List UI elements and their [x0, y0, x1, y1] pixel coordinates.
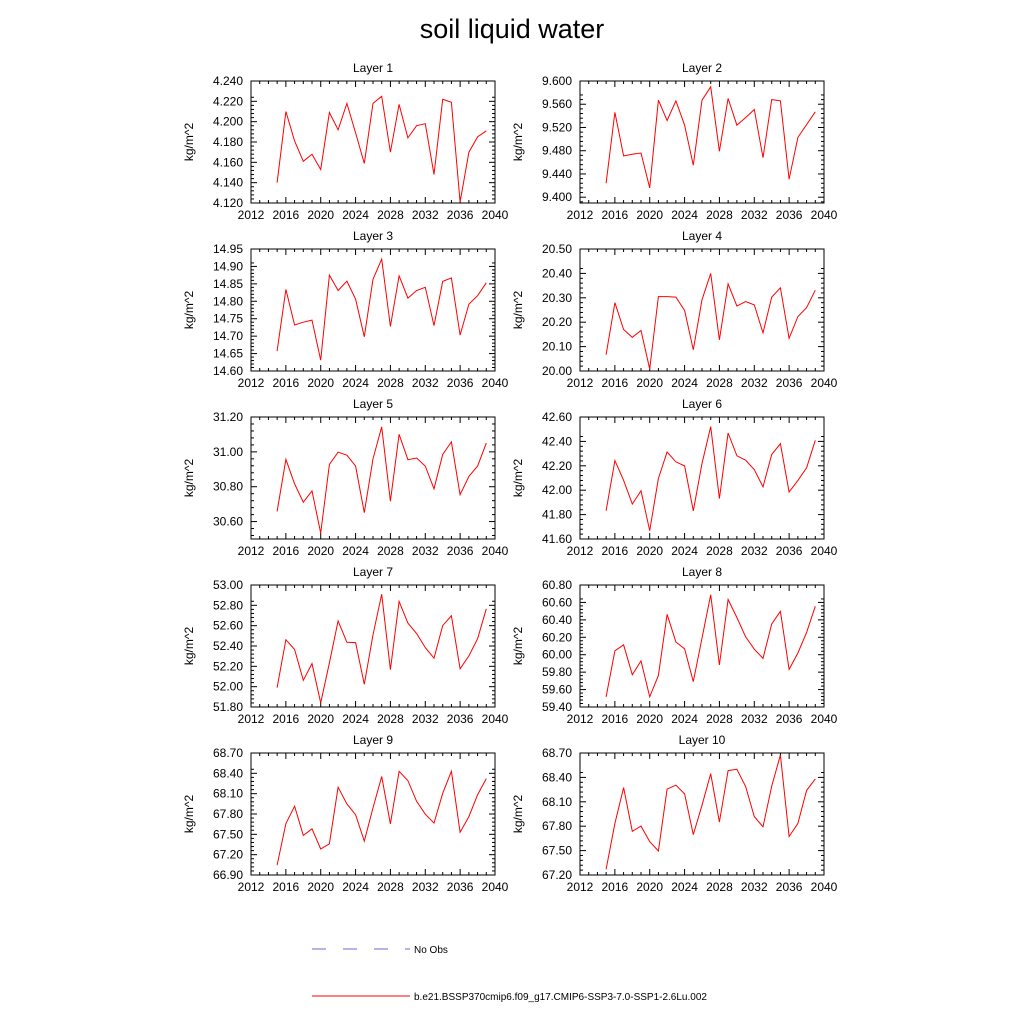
x-tick-label: 2020 [636, 208, 664, 222]
x-tick-label: 2020 [636, 712, 664, 726]
y-tick-label: 4.120 [212, 196, 243, 210]
y-tick-label: 4.240 [212, 74, 243, 88]
y-tick-label: 14.90 [212, 259, 243, 274]
y-tick-label: 4.220 [212, 94, 243, 109]
x-tick-label: 2028 [706, 712, 733, 726]
y-tick-label: 20.50 [541, 242, 572, 256]
x-tick-label: 2040 [481, 376, 509, 390]
x-tick-label: 2012 [237, 376, 265, 390]
x-tick-label: 2020 [307, 208, 335, 222]
x-tick-label: 2036 [775, 208, 803, 222]
figure-title: soil liquid water [419, 14, 605, 44]
series-line-4 [606, 273, 815, 369]
x-tick-label: 2012 [566, 376, 594, 390]
x-tick-label: 2012 [237, 712, 265, 726]
x-tick-label: 2040 [481, 712, 509, 726]
plot-frame [251, 753, 495, 875]
y-tick-label: 41.60 [541, 532, 572, 546]
x-tick-label: 2012 [566, 712, 594, 726]
plot-frame [251, 417, 495, 539]
y-tick-label: 42.60 [541, 410, 572, 424]
x-tick-label: 2020 [636, 880, 664, 894]
y-tick-label: 52.40 [212, 639, 243, 653]
y-axis-label: kg/m^2 [511, 626, 525, 666]
y-tick-label: 9.480 [541, 143, 572, 158]
panel-title: Layer 6 [681, 397, 723, 411]
x-tick-label: 2012 [237, 208, 265, 222]
y-tick-label: 42.00 [541, 483, 572, 498]
x-tick-label: 2012 [237, 880, 265, 894]
y-tick-label: 53.00 [212, 578, 243, 592]
y-tick-label: 42.20 [541, 458, 572, 473]
x-tick-label: 2032 [411, 376, 439, 390]
x-tick-label: 2012 [566, 880, 594, 894]
panel-title: Layer 7 [352, 565, 394, 579]
y-tick-label: 30.80 [212, 479, 243, 494]
x-tick-label: 2036 [446, 712, 474, 726]
y-axis-label: kg/m^2 [511, 458, 525, 498]
y-tick-label: 20.00 [541, 364, 572, 378]
x-tick-label: 2040 [810, 712, 838, 726]
y-tick-label: 9.400 [541, 190, 572, 205]
y-tick-label: 67.50 [541, 843, 572, 858]
x-tick-label: 2016 [601, 208, 629, 222]
x-tick-label: 2032 [740, 880, 768, 894]
x-tick-label: 2016 [272, 880, 300, 894]
x-tick-label: 2040 [481, 208, 509, 222]
y-tick-label: 68.40 [541, 770, 572, 785]
series-line-9 [277, 771, 486, 865]
y-axis-label: kg/m^2 [182, 290, 196, 330]
x-tick-label: 2012 [566, 208, 594, 222]
x-tick-label: 2028 [377, 880, 404, 894]
x-tick-label: 2040 [810, 880, 838, 894]
x-tick-label: 2032 [411, 712, 439, 726]
x-tick-label: 2024 [342, 544, 369, 558]
x-tick-label: 2024 [342, 880, 369, 894]
x-tick-label: 2016 [272, 712, 300, 726]
x-tick-label: 2024 [342, 712, 369, 726]
x-tick-label: 2036 [775, 880, 803, 894]
x-tick-label: 2024 [671, 376, 698, 390]
x-tick-label: 2016 [601, 880, 629, 894]
y-tick-label: 14.85 [212, 276, 243, 291]
y-tick-label: 67.80 [541, 819, 572, 834]
y-tick-label: 51.80 [212, 700, 243, 714]
y-tick-label: 14.65 [212, 346, 243, 361]
y-tick-label: 68.10 [541, 794, 572, 809]
y-tick-label: 60.20 [541, 630, 572, 645]
y-tick-label: 31.20 [212, 410, 243, 424]
series-line-5 [277, 427, 486, 533]
y-tick-label: 60.00 [541, 647, 572, 662]
y-axis-label: kg/m^2 [182, 626, 196, 666]
y-tick-label: 4.160 [212, 155, 243, 170]
x-tick-label: 2032 [740, 544, 768, 558]
x-tick-label: 2012 [237, 544, 265, 558]
x-tick-label: 2024 [671, 544, 698, 558]
x-tick-label: 2040 [810, 208, 838, 222]
x-tick-label: 2028 [377, 208, 404, 222]
y-tick-label: 4.200 [212, 114, 243, 129]
y-tick-label: 67.80 [212, 807, 243, 821]
series-line-3 [277, 259, 486, 360]
y-tick-label: 68.10 [212, 786, 243, 801]
y-tick-label: 20.20 [541, 315, 572, 330]
x-tick-label: 2036 [775, 544, 803, 558]
x-tick-label: 2032 [740, 376, 768, 390]
chart-panel-8 [511, 565, 838, 726]
x-tick-label: 2028 [377, 544, 404, 558]
y-axis-label: kg/m^2 [511, 794, 525, 834]
x-tick-label: 2040 [810, 544, 838, 558]
y-tick-label: 9.600 [541, 74, 572, 88]
y-tick-label: 67.50 [212, 827, 243, 842]
y-axis-label: kg/m^2 [511, 122, 525, 162]
panel-title: Layer 8 [681, 565, 723, 579]
y-tick-label: 59.60 [541, 682, 572, 697]
series-line-6 [606, 427, 815, 531]
y-tick-label: 52.80 [212, 598, 243, 613]
y-tick-label: 14.70 [212, 329, 243, 344]
x-tick-label: 2024 [342, 208, 369, 222]
y-axis-label: kg/m^2 [182, 458, 196, 498]
legend-label-no-obs: No Obs [414, 945, 448, 956]
plot-frame [251, 585, 495, 707]
series-line-8 [606, 595, 815, 697]
y-tick-label: 4.140 [212, 175, 243, 190]
x-tick-label: 2016 [601, 544, 629, 558]
y-tick-label: 9.440 [541, 166, 572, 181]
x-tick-label: 2032 [411, 544, 439, 558]
x-tick-label: 2032 [411, 208, 439, 222]
x-tick-label: 2036 [446, 544, 474, 558]
y-tick-label: 52.20 [212, 659, 243, 674]
plot-frame [580, 417, 824, 539]
chart-panel-3 [182, 229, 509, 390]
y-tick-label: 14.95 [212, 242, 243, 256]
series-line-2 [606, 87, 815, 188]
chart-panel-2 [511, 61, 838, 222]
x-tick-label: 2040 [481, 880, 509, 894]
x-tick-label: 2028 [377, 712, 404, 726]
series-line-1 [277, 96, 486, 202]
plot-frame [580, 585, 824, 707]
y-tick-label: 20.30 [541, 290, 572, 305]
y-tick-label: 68.70 [212, 746, 243, 760]
y-tick-label: 41.80 [541, 507, 572, 522]
y-tick-label: 60.80 [541, 578, 572, 592]
x-tick-label: 2024 [671, 880, 698, 894]
panel-title: Layer 2 [681, 61, 723, 75]
panel-title: Layer 9 [352, 733, 394, 747]
x-tick-label: 2012 [566, 544, 594, 558]
panel-title: Layer 3 [352, 229, 394, 243]
x-tick-label: 2032 [740, 208, 768, 222]
y-axis-label: kg/m^2 [182, 122, 196, 162]
x-tick-label: 2024 [671, 208, 698, 222]
y-tick-label: 20.40 [541, 266, 572, 281]
y-tick-label: 68.40 [212, 766, 243, 781]
y-tick-label: 60.60 [541, 595, 572, 610]
x-tick-label: 2020 [307, 544, 335, 558]
x-tick-label: 2040 [810, 376, 838, 390]
x-tick-label: 2020 [307, 880, 335, 894]
x-tick-label: 2036 [446, 208, 474, 222]
y-tick-label: 30.60 [212, 514, 243, 529]
panel-title: Layer 1 [352, 61, 394, 75]
y-tick-label: 42.40 [541, 434, 572, 449]
y-tick-label: 60.40 [541, 612, 572, 627]
y-tick-label: 9.560 [541, 97, 572, 112]
y-tick-label: 31.00 [212, 444, 243, 459]
x-tick-label: 2024 [342, 376, 369, 390]
y-tick-label: 66.90 [212, 868, 243, 882]
y-axis-label: kg/m^2 [182, 794, 196, 834]
chart-panel-5 [182, 397, 509, 558]
legend [312, 945, 707, 1003]
x-tick-label: 2036 [775, 376, 803, 390]
chart-panel-4 [511, 229, 838, 390]
y-tick-label: 68.70 [541, 746, 572, 760]
chart-panel-10 [511, 733, 838, 894]
y-tick-label: 52.60 [212, 618, 243, 633]
plot-frame [580, 753, 824, 875]
x-tick-label: 2016 [272, 376, 300, 390]
x-tick-label: 2036 [446, 376, 474, 390]
x-tick-label: 2032 [740, 712, 768, 726]
x-tick-label: 2028 [706, 208, 733, 222]
chart-panel-9 [182, 733, 509, 894]
y-tick-label: 20.10 [541, 339, 572, 354]
x-tick-label: 2020 [307, 712, 335, 726]
x-tick-label: 2016 [601, 712, 629, 726]
plot-frame [580, 249, 824, 371]
x-tick-label: 2016 [601, 376, 629, 390]
y-tick-label: 9.520 [541, 120, 572, 135]
x-tick-label: 2020 [307, 376, 335, 390]
x-tick-label: 2028 [706, 544, 733, 558]
panel-title: Layer 10 [678, 733, 726, 747]
y-tick-label: 14.75 [212, 311, 243, 326]
y-tick-label: 67.20 [212, 847, 243, 862]
y-tick-label: 52.00 [212, 679, 243, 694]
x-tick-label: 2020 [636, 376, 664, 390]
x-tick-label: 2020 [636, 544, 664, 558]
plot-frame [251, 249, 495, 371]
x-tick-label: 2028 [706, 880, 733, 894]
panel-title: Layer 4 [681, 229, 723, 243]
y-tick-label: 59.80 [541, 665, 572, 680]
x-tick-label: 2024 [671, 712, 698, 726]
x-tick-label: 2036 [775, 712, 803, 726]
x-tick-label: 2028 [706, 376, 733, 390]
legend-label-model: b.e21.BSSP370cmip6.f09_g17.CMIP6-SSP3-7.0-SSP1-2.6Lu.002 [414, 992, 707, 1003]
x-tick-label: 2016 [272, 544, 300, 558]
chart-panel-1 [182, 61, 509, 222]
chart-panel-7 [182, 565, 509, 726]
x-tick-label: 2016 [272, 208, 300, 222]
y-tick-label: 14.80 [212, 294, 243, 309]
x-tick-label: 2028 [377, 376, 404, 390]
chart-panel-6 [511, 397, 838, 558]
x-tick-label: 2032 [411, 880, 439, 894]
y-tick-label: 14.60 [212, 364, 243, 378]
y-tick-label: 4.180 [212, 135, 243, 149]
x-tick-label: 2040 [481, 544, 509, 558]
y-tick-label: 59.40 [541, 700, 572, 714]
y-axis-label: kg/m^2 [511, 290, 525, 330]
y-tick-label: 67.20 [541, 868, 572, 882]
x-tick-label: 2036 [446, 880, 474, 894]
series-line-10 [606, 755, 815, 869]
panel-title: Layer 5 [352, 397, 394, 411]
series-line-7 [277, 594, 486, 703]
